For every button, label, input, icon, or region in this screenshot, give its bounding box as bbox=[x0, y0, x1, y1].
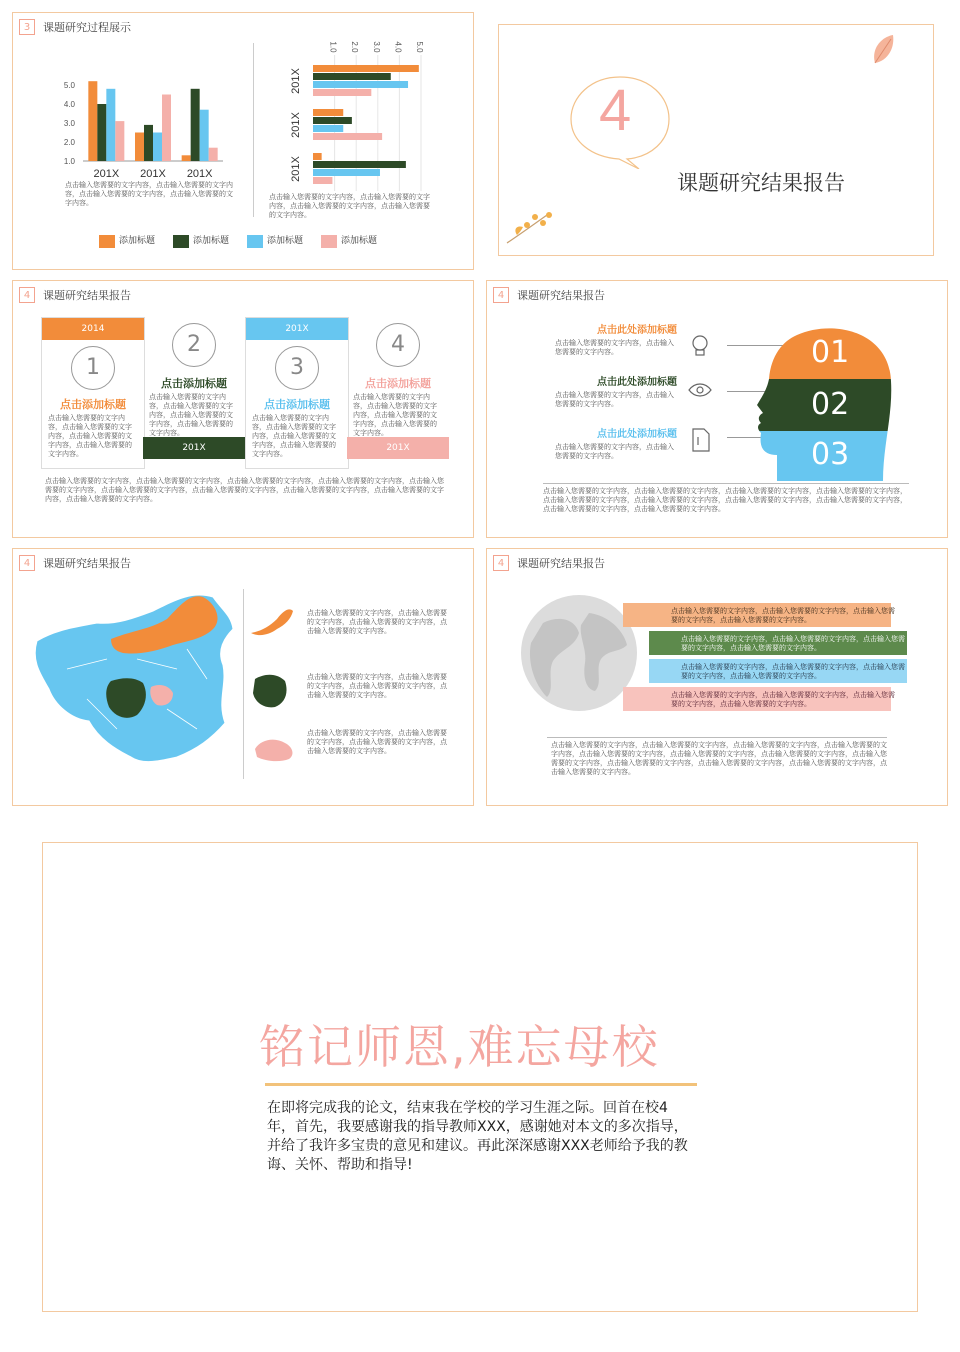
vertical-divider bbox=[243, 589, 244, 779]
slide-title: 课题研究结果报告 bbox=[517, 289, 605, 302]
band-text-3: 点击输入您需要的文字内容，点击输入您需要的文字内容，点击输入您需要的文字内容，点击输入您需要的文字内容。 bbox=[681, 663, 905, 680]
legend-item: 添加标题 bbox=[173, 235, 229, 248]
step-text: 点击输入您需要的文字内容，点击输入您需要的文字内容，点击输入您需要的文字内容，点击输入您需要的文字内容。 bbox=[252, 414, 336, 458]
y-tick-label: 1.0 bbox=[63, 157, 75, 166]
y-tick-label: 3.0 bbox=[63, 119, 75, 128]
bar bbox=[153, 133, 162, 162]
x-tick-label: 1.0 bbox=[328, 41, 338, 53]
info-item-3 bbox=[555, 425, 677, 461]
step-text: 点击输入您需要的文字内容，点击输入您需要的文字内容，点击输入您需要的文字内容，点击输入您需要的文字内容。 bbox=[48, 414, 132, 458]
slide-header bbox=[19, 19, 131, 35]
bar bbox=[182, 155, 191, 161]
step-card-3 bbox=[245, 317, 349, 469]
slide-title: 课题研究过程展示 bbox=[43, 21, 131, 34]
chart-legend bbox=[99, 235, 377, 248]
lightbulb-icon bbox=[689, 333, 711, 359]
bar bbox=[313, 73, 391, 80]
document-icon bbox=[691, 427, 711, 453]
slide-head-infographic bbox=[486, 280, 948, 538]
region-text-2: 点击输入您需要的文字内容，点击输入您需要的文字内容，点击输入您需要的文字内容，点击输入您需要的文字内容。 bbox=[307, 673, 447, 699]
step-number-circle: 1 bbox=[71, 346, 115, 390]
y-tick-label: 2.0 bbox=[63, 138, 75, 147]
step-text: 点击输入您需要的文字内容，点击输入您需要的文字内容，点击输入您需要的文字内容，点击输入您需要的文字内容。 bbox=[353, 393, 437, 437]
bar bbox=[313, 81, 408, 88]
hubei-shape bbox=[251, 733, 297, 765]
region-text-1: 点击输入您需要的文字内容，点击输入您需要的文字内容，点击输入您需要的文字内容，点击输入您需要的文字内容。 bbox=[307, 609, 447, 635]
slide-title: 课题研究结果报告 bbox=[43, 557, 131, 570]
slide-number: 4 bbox=[493, 287, 509, 303]
bar bbox=[313, 161, 406, 168]
step-heading: 点击添加标题 bbox=[264, 398, 330, 411]
x-tick-label: 201X bbox=[140, 168, 166, 180]
band-text-2: 点击输入您需要的文字内容，点击输入您需要的文字内容，点击输入您需要的文字内容，点击输入您需要的文字内容。 bbox=[681, 635, 905, 652]
slide-number: 4 bbox=[19, 555, 35, 571]
step-number-circle: 2 bbox=[172, 323, 216, 367]
slide-header bbox=[493, 555, 605, 571]
head-number-03: 03 bbox=[811, 437, 850, 472]
horizontal-bar-chart bbox=[265, 33, 445, 193]
bar bbox=[313, 169, 380, 176]
head-number-02: 02 bbox=[811, 387, 850, 422]
step-heading: 点击添加标题 bbox=[365, 377, 431, 390]
bar bbox=[97, 104, 106, 161]
title-underline bbox=[265, 1083, 697, 1086]
slide-process-charts bbox=[12, 12, 474, 270]
step-number-circle: 4 bbox=[376, 323, 420, 367]
info-text: 点击输入您需要的文字内容，点击输入您需要的文字内容。 bbox=[555, 391, 674, 408]
step-heading: 点击添加标题 bbox=[161, 377, 227, 390]
thanks-title: 铭记师恩,难忘母校 bbox=[259, 1020, 660, 1074]
x-tick-label: 3.0 bbox=[371, 41, 381, 53]
info-heading: 点击此处添加标题 bbox=[597, 325, 677, 336]
y-tick-label: 4.0 bbox=[63, 100, 75, 109]
step-card-4 bbox=[347, 317, 449, 461]
china-map bbox=[27, 589, 239, 765]
vertical-bar-chart bbox=[53, 61, 233, 191]
bar bbox=[313, 177, 332, 184]
bar bbox=[313, 109, 343, 116]
vertical-divider bbox=[253, 43, 254, 217]
y-tick-label: 5.0 bbox=[63, 81, 75, 90]
head-number-01: 01 bbox=[811, 335, 850, 370]
x-tick-label: 5.0 bbox=[415, 41, 424, 53]
slide-section-four bbox=[498, 24, 934, 256]
step-tag: 201X bbox=[143, 437, 245, 459]
branch-icon bbox=[503, 207, 555, 247]
section-title: 课题研究结果报告 bbox=[677, 171, 845, 195]
thanks-body: 在即将完成我的论文，结束我在学校的学习生涯之际。回首在校4年，首先，我要感谢我的指导教师XXX，感谢她对本文的多次指导，并给了我许多宝贵的意见和建议。再此深深感谢XXX老师给予我的教诲、关怀、帮助和指导! bbox=[267, 1100, 688, 1173]
bar bbox=[88, 81, 97, 161]
y-tick-label: 201X bbox=[290, 156, 302, 182]
globe-icon bbox=[519, 593, 639, 713]
band-text-4: 点击输入您需要的文字内容，点击输入您需要的文字内容，点击输入您需要的文字内容，点击输入您需要的文字内容。 bbox=[671, 691, 895, 708]
footer-divider bbox=[543, 483, 909, 484]
bar bbox=[313, 117, 352, 124]
bar bbox=[115, 121, 124, 161]
bar bbox=[313, 65, 419, 72]
step-text: 点击输入您需要的文字内容，点击输入您需要的文字内容，点击输入您需要的文字内容，点击输入您需要的文字内容。 bbox=[149, 393, 233, 437]
slide-timeline-steps bbox=[12, 280, 474, 538]
bar bbox=[313, 133, 382, 140]
y-tick-label: 201X bbox=[290, 68, 302, 94]
info-item-2 bbox=[555, 373, 677, 409]
slide-number: 4 bbox=[493, 555, 509, 571]
slide-title: 课题研究结果报告 bbox=[43, 289, 131, 302]
step-card-1 bbox=[41, 317, 145, 469]
bar bbox=[135, 133, 144, 162]
bar bbox=[313, 125, 343, 132]
info-item-1 bbox=[555, 321, 677, 357]
inner-mongolia-shape bbox=[249, 605, 295, 639]
slide-header bbox=[19, 287, 131, 303]
eye-icon bbox=[687, 381, 713, 399]
slide-footer-text: 点击输入您需要的文字内容，点击输入您需要的文字内容，点击输入您需要的文字内容，点击输入您需要的文字内容，点击输入您需要的文字内容，点击输入您需要的文字内容，点击输入您需要的文字内容，点击输入您需要的文字内容，点击输入您需要的文字内容，点击输入您需要的文字内容，点击输入您需要的文字内容，点击输入您需要的文字内容。 bbox=[551, 741, 887, 776]
bar bbox=[162, 95, 171, 162]
bar bbox=[191, 89, 200, 161]
leaf-icon bbox=[867, 31, 899, 67]
bar bbox=[313, 89, 371, 96]
info-text: 点击输入您需要的文字内容，点击输入您需要的文字内容。 bbox=[555, 339, 674, 356]
legend-item: 添加标题 bbox=[321, 235, 377, 248]
bar bbox=[313, 153, 322, 160]
bar bbox=[106, 89, 115, 161]
band-text-1: 点击输入您需要的文字内容，点击输入您需要的文字内容，点击输入您需要的文字内容，点击输入您需要的文字内容。 bbox=[671, 607, 895, 624]
x-tick-label: 2.0 bbox=[350, 41, 360, 53]
bar bbox=[200, 110, 209, 161]
bar bbox=[209, 148, 218, 161]
step-tag: 2014 bbox=[42, 318, 144, 340]
slide-globe-bands bbox=[486, 548, 948, 806]
section-number: 4 bbox=[599, 78, 632, 143]
sichuan-shape bbox=[251, 671, 291, 711]
slide-number: 3 bbox=[19, 19, 35, 35]
x-tick-label: 4.0 bbox=[393, 41, 403, 53]
bar bbox=[144, 125, 153, 161]
footer-divider bbox=[547, 737, 887, 738]
slide-header bbox=[493, 287, 605, 303]
slide-china-map bbox=[12, 548, 474, 806]
region-text-3: 点击输入您需要的文字内容，点击输入您需要的文字内容，点击输入您需要的文字内容，点击输入您需要的文字内容。 bbox=[307, 729, 447, 755]
step-card-2 bbox=[143, 317, 245, 461]
chart-description-left: 点击输入您需要的文字内容，点击输入您需要的文字内容，点击输入您需要的文字内容，点击输入您需要的文字内容。 bbox=[65, 181, 233, 207]
legend-item: 添加标题 bbox=[99, 235, 155, 248]
info-text: 点击输入您需要的文字内容，点击输入您需要的文字内容。 bbox=[555, 443, 674, 460]
slide-title: 课题研究结果报告 bbox=[517, 557, 605, 570]
step-tag: 201X bbox=[246, 318, 348, 340]
slide-thanks bbox=[42, 842, 918, 1312]
y-tick-label: 201X bbox=[290, 112, 302, 138]
step-tag: 201X bbox=[347, 437, 449, 459]
slide-footer-text: 点击输入您需要的文字内容，点击输入您需要的文字内容，点击输入您需要的文字内容，点击输入您需要的文字内容，点击输入您需要的文字内容，点击输入您需要的文字内容，点击输入您需要的文字内容，点击输入您需要的文字内容，点击输入您需要的文字内容，点击输入您需要的文字内容。 bbox=[543, 487, 907, 513]
step-heading: 点击添加标题 bbox=[60, 398, 126, 411]
x-tick-label: 201X bbox=[93, 168, 120, 180]
info-heading: 点击此处添加标题 bbox=[597, 429, 677, 440]
slide-number: 4 bbox=[19, 287, 35, 303]
step-number-circle: 3 bbox=[275, 346, 319, 390]
chart-description-right: 点击输入您需要的文字内容，点击输入您需要的文字内容，点击输入您需要的文字内容，点击输入您需要的文字内容。 bbox=[269, 193, 430, 219]
x-tick-label: 201X bbox=[186, 168, 213, 180]
legend-item: 添加标题 bbox=[247, 235, 303, 248]
info-heading: 点击此处添加标题 bbox=[597, 377, 677, 388]
slide-footer-text: 点击输入您需要的文字内容，点击输入您需要的文字内容，点击输入您需要的文字内容，点击输入您需要的文字内容，点击输入您需要的文字内容，点击输入您需要的文字内容，点击输入您需要的文字内容，点击输入您需要的文字内容，点击输入您需要的文字内容，点击输入您需要的文字内容。 bbox=[45, 477, 444, 503]
slide-header bbox=[19, 555, 131, 571]
